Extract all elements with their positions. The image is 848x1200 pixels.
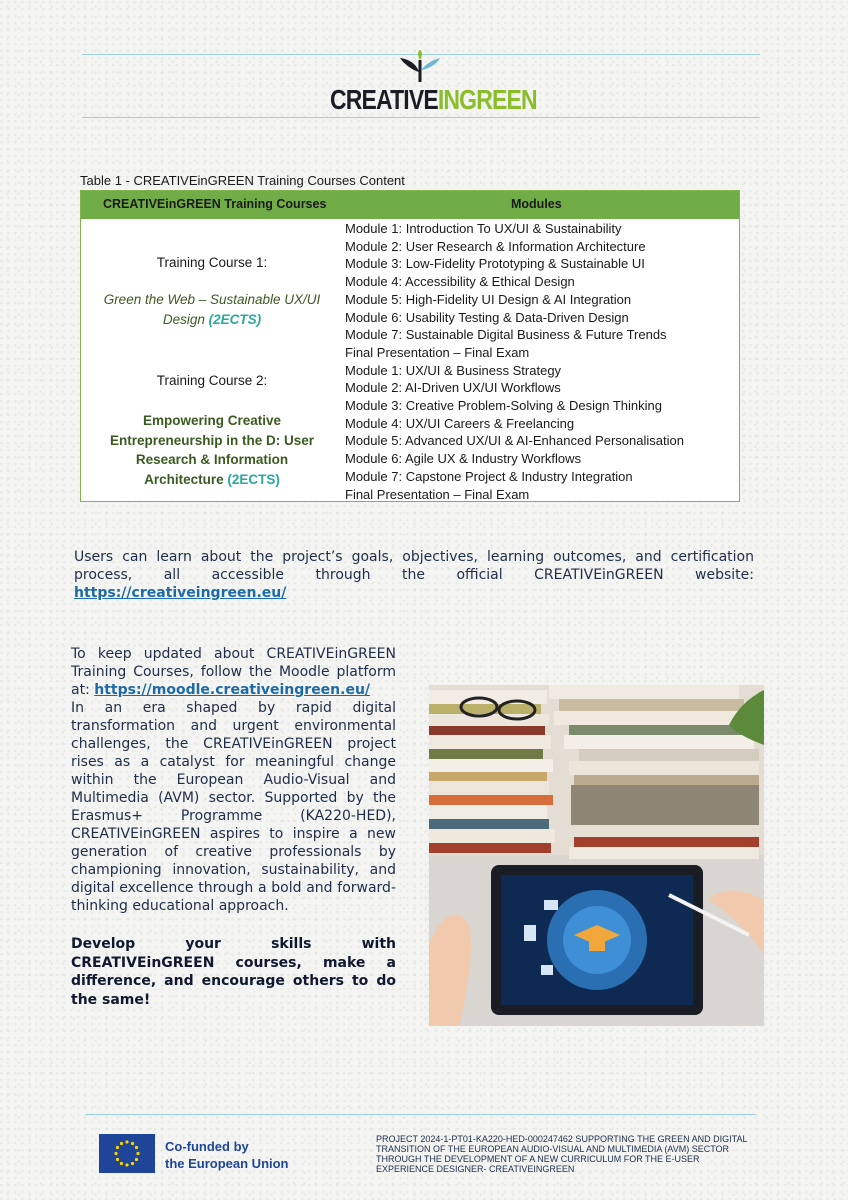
project-reference: PROJECT 2024-1-PT01-KA220-HED-000247462 SUPPORTING THE GREEN AND DIGITAL TRANSITION OF THE EUROPEAN AUDIO-VISUAL AND MULTIMEDIA (AVM) SECTOR THROUGH THE DEVELOPMENT OF A NEW CURRICULUM FOR THE E-USER EXPERIENCE DESIGNER- CREATIVEINGREEN: [376, 1134, 748, 1174]
intro-paragraph: Users can learn about the project’s goals, objectives, learning outcomes, and certification process, all accessible through the official CREATIVEinGREEN website: https://creativeingreen.eu/: [74, 549, 754, 601]
eu-flag-icon: [99, 1134, 155, 1173]
course-2-name: Empowering Creative Entrepreneurship in the D: User Research & Information Architecture (2ECTS): [109, 413, 315, 487]
module-item: Module 5: Advanced UX/UI & AI-Enhanced Personalisation: [345, 433, 684, 449]
module-item: Module 2: AI-Driven UX/UI Workflows: [345, 380, 561, 396]
module-item: Module 3: Creative Problem-Solving & Design Thinking: [345, 398, 662, 414]
module-item: Module 2: User Research & Information Architecture: [345, 238, 646, 254]
creativeingreen-logo: [330, 50, 537, 118]
website-link[interactable]: https://creativeingreen.eu/: [74, 585, 287, 601]
module-item: Module 6: Agile UX & Industry Workflows: [345, 451, 582, 467]
body-paragraph: In an era shaped by rapid digital transformation and urgent environmental challenges, the CREATIVEinGREEN project rises as a catalyst for meaningful change within the European Audio-Visual and Multimedia (AVM) sector. Supported by the Erasmus+ Programme (KA220-HED), CREATIVEinGREEN aspires to inspire a new generation of creative professionals by championing innovation, sustainability, and digital excellence through a bold and forward-thinking educational approach.: [71, 700, 396, 914]
footer-rule: [86, 1114, 756, 1115]
course-1-name: Green the Web – Sustainable UX/UI Design (2ECTS): [103, 292, 321, 327]
module-item: Module 7: Sustainable Digital Business & Future Trends: [345, 327, 667, 343]
courses-column: [81, 219, 343, 501]
module-item: Module 1: UX/UI & Business Strategy: [345, 362, 562, 378]
table-header: [81, 191, 739, 219]
header-courses: CREATIVEinGREEN Training Courses: [103, 197, 327, 211]
module-item: Module 5: High-Fidelity UI Design & AI Integration: [345, 291, 632, 307]
call-to-action: Develop your skills with CREATIVEinGREEN courses, make a difference, and encourage others to do the same!: [71, 936, 396, 1008]
course-2-label: Training Course 2:: [156, 373, 268, 388]
logo-wordmark: CREATIVEINGREEN: [330, 84, 537, 115]
course-1-label: Training Course 1:: [156, 255, 268, 270]
moodle-link[interactable]: https://moodle.creativeingreen.eu/: [94, 682, 371, 698]
moodle-paragraph: To keep updated about CREATIVEinGREEN Training Courses, follow the Moodle platform at: https://moodle.creativeingreen.eu/: [71, 646, 396, 698]
module-item: Module 3: Low-Fidelity Prototyping & Sustainable UI: [345, 256, 645, 272]
module-item: Module 7: Capstone Project & Industry Integration: [345, 468, 633, 484]
eu-funding-label: Co-funded by the European Union: [165, 1139, 289, 1171]
module-item: Final Presentation – Final Exam: [345, 344, 530, 360]
table-caption: Table 1 - CREATIVEinGREEN Training Courses Content: [80, 173, 405, 188]
course-1-ects: (2ECTS): [208, 311, 262, 327]
module-item: Module 6: Usability Testing & Data-Driven Design: [345, 309, 629, 325]
module-item: Final Presentation – Final Exam: [345, 486, 530, 502]
leaf-sprout-icon: [398, 50, 442, 84]
modules-list: [345, 220, 737, 503]
courses-table: [80, 190, 740, 502]
module-item: Module 1: Introduction To UX/UI & Sustainability: [345, 221, 622, 236]
course-2-ects: (2ECTS): [227, 471, 280, 487]
books-tablet-photo: [429, 685, 764, 1026]
header-modules: Modules: [511, 197, 562, 211]
module-item: Module 4: Accessibility & Ethical Design: [345, 274, 575, 290]
module-item: Module 4: UX/UI Careers & Freelancing: [345, 415, 575, 431]
